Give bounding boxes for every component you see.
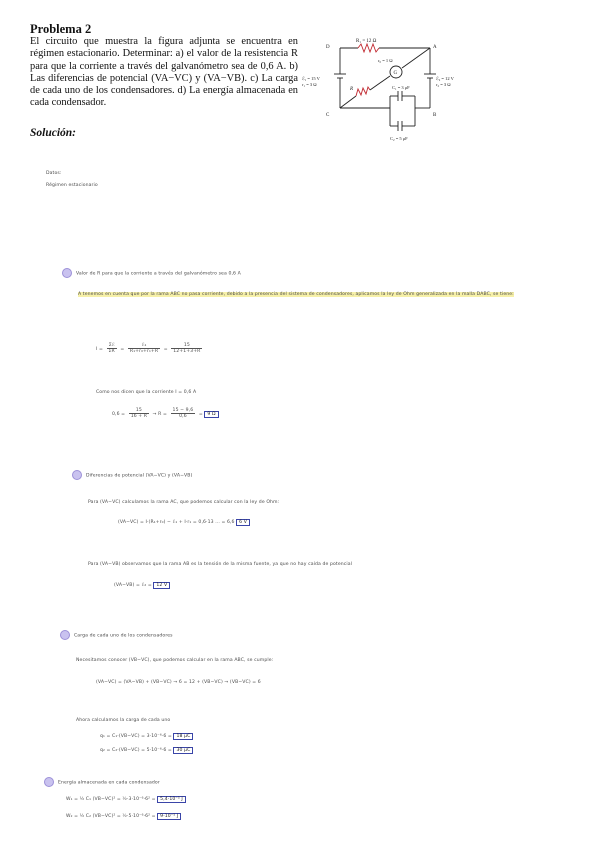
section-b-title: Diferencias de potencial (VA−VC) y (VA−VB): [72, 470, 192, 480]
r1-internal-label: r₁ = 3 Ω: [302, 82, 317, 87]
note-regimen: Régimen estacionario: [46, 183, 98, 188]
section-d-title: Energía almacenada en cada condensador: [44, 777, 160, 787]
node-b-label: B: [433, 113, 437, 118]
section-a-eq2: 0,6 = $\frac{15}{16 + R}$ → R = $\frac{15 - 9,6}{0,6}$ = 9 Ω: [112, 408, 219, 419]
r1-label: R₁ = 12 Ω: [356, 39, 377, 44]
section-c-eq1: (VA−VC) = (VA−VB) + (VB−VC) → 6 = 12 + (VB−VC) → (VB−VC) = 6: [96, 680, 261, 685]
c1-label: C₁ = 3 μF: [392, 85, 410, 90]
rg-label: r₀ = 1 Ω: [378, 58, 393, 63]
section-c-eq2: q₁ = C₁·(VB−VC) = 3·10⁻⁶·6 = 18 μC: [100, 734, 193, 739]
e2-label: ℰ₂ = 12 V: [436, 76, 454, 81]
section-b-eq1: (VA−VC) = I·(R₁+r₀) − ℰ₁ + I·r₁ = 0,6·13 ... = 6,6 6 V: [118, 520, 250, 525]
section-d-eq1: W₁ = ½ C₁ (VB−VC)² = ½·3·10⁻⁶·6² = 5,4·10⁻⁵ J: [66, 797, 186, 802]
section-a-marker: [62, 268, 72, 278]
circuit-diagram: [300, 36, 470, 148]
problem-title: Problema 2: [30, 22, 92, 36]
result-w1: 5,4·10⁻⁵ J: [157, 796, 186, 803]
section-a-title: Valor de R para que la corriente a través del galvanómetro sea 0,6 A: [62, 268, 241, 278]
result-w2: 9·10⁻⁵ J: [157, 813, 181, 820]
section-c-eq3: q₂ = C₂·(VB−VC) = 5·10⁻⁶·6 = 30 μC: [100, 748, 193, 753]
result-q2: 30 μC: [173, 747, 193, 754]
section-a-text2: Como nos dicen que la corriente I = 0,6 A: [96, 390, 197, 395]
section-c-marker: [60, 630, 70, 640]
section-c-text2: Ahora calculamos la carga de cada uno: [76, 718, 171, 723]
result-vab: 12 V: [153, 582, 170, 589]
node-c-label: C: [326, 113, 330, 118]
section-c-title: Carga de cada uno de los condensadores: [60, 630, 173, 640]
result-r: 9 Ω: [204, 411, 218, 418]
r-label: R: [350, 87, 354, 92]
result-q1: 18 μC: [173, 733, 193, 740]
c2-label: C₂ = 5 μF: [390, 136, 408, 141]
section-a-text: A tenemos en cuenta que por la rama ABC no pasa corriente, debido a la presencia del sistema de condensadores, aplicamos la ley de Ohm generalizada en la malla DABC, se tiene:: [78, 292, 514, 297]
section-b-marker: [72, 470, 82, 480]
section-b-eq2: (VA−VB) = ℰ₂ = 12 V: [114, 583, 170, 588]
r2-internal-label: r₂ = 3 Ω: [436, 82, 451, 87]
problem-statement: El circuito que muestra la figura adjunta se encuentra en régimen estacionario. Determinar: a) el valor de la resistencia R para que la corriente a través del galvanómetro sea de 0,6 A. b) Las diferencias de potencial (VA−VC) y (VA−VB). c) La carga de cada uno de los condensadores. d) La energía almacenada en cada condensador.: [30, 36, 298, 109]
section-d-eq2: W₂ = ½ C₂ (VB−VC)² = ½·5·10⁻⁶·6² = 9·10⁻⁵ J: [66, 814, 181, 819]
node-d-label: D: [326, 45, 330, 50]
note-datos: Datos:: [46, 171, 62, 176]
section-a-eq1: I = $\frac{\text{Σℰ}}{\Sigma R}$ = $\frac{\text{ℰ₁}}{\text{R₁+r₀+r₁+R}}$ = $\frac{15}{12+1+3+R}$: [96, 343, 201, 354]
result-vac: 6 V: [236, 519, 250, 526]
solution-label: Solución:: [30, 127, 77, 139]
section-d-marker: [44, 777, 54, 787]
e1-label: ℰ₁ = 15 V: [302, 76, 320, 81]
section-b-text2: Para (VA−VB) observamos que la rama AB es la tensión de la misma fuente, ya que no hay caída de potencial: [88, 562, 353, 567]
galvanometer-label: G: [393, 71, 398, 76]
node-a-label: A: [433, 45, 437, 50]
section-b-text1: Para (VA−VC) calculamos la rama AC, que podemos calcular con la ley de Ohm:: [88, 500, 280, 505]
section-c-text1: Necesitamos conocer (VB−VC), que podemos calcular en la rama ABC, se cumple:: [76, 658, 274, 663]
